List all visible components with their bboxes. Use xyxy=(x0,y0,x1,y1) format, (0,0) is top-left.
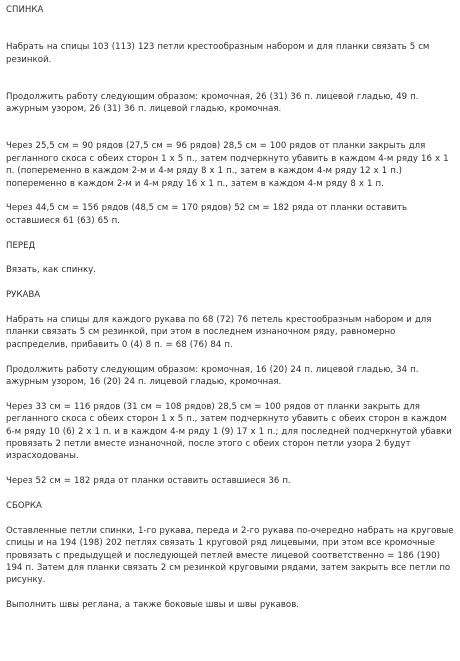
back-remaining-paragraph: Через 44,5 см = 156 рядов (48,5 см = 170 рядов) 52 см = 182 ряда от планки оставить оставшиеся 61 (63) 65 п. xyxy=(6,203,408,226)
front-heading: ПЕРЕД xyxy=(6,240,36,251)
back-heading: СПИНКА xyxy=(6,5,44,15)
sleeves-cast-on-paragraph: Набрать на спицы для каждого рукава по 68 (72) 76 петель крестообразным набором и для планки связать 5 см резинкой, при этом в последнем изнаночном ряду, равномерно распределив, прибавить 0 (4) 8 п. = 68 (76) 84 п. xyxy=(6,315,432,350)
sleeves-heading: РУКАВА xyxy=(6,290,41,301)
assembly-seams-paragraph: Выполнить швы реглана, а также боковые швы и швы рукавов. xyxy=(6,600,299,611)
front-paragraph: Вязать, как спинку. xyxy=(6,265,96,276)
sleeves-pattern-paragraph: Продолжить работу следующим образом: кромочная, 16 (20) 24 п. лицевой гладью, 34 п. ажурным узором, 16 (20) 24 п. лицевой гладью, кромочная. xyxy=(6,364,419,388)
back-pattern-paragraph: Продолжить работу следующим образом: кромочная, 26 (31) 36 п. лицевой гладью, 49 п. ажурным узором, 26 (31) 36 п. лицевой гладью, кромочная. xyxy=(6,91,419,115)
assembly-paragraph: Оставленные петли спинки, 1-го рукава, переда и 2-го рукава по-очередно набрать на круговые спицы и на 194 (198) 202 петлях связать 1 круговой ряд лицевыми, при этом все кромочные провязать с предыдущей и последующей петлей вместе лицевой соответственно = 186 (190) 194 п. Затем для планки связать 2 см резинкой круговыми рядами, затем закрыть все петли по рисунку. xyxy=(6,525,454,586)
sleeves-raglan-paragraph: Через 33 см = 116 рядов (31 см = 108 рядов) 28,5 см = 100 рядов от планки закрыть для регланного скоса с обеих сторон 1 х 5 п., затем подчеркнуто убавить с обеих сторон в каждом 6-м ряду 10 (6) 2 х 1 п. и в каждом 4-м ряду 1 (9) 17 х 1 п.; для последней подчеркнутой убавки провязать 2 петли вместе изнаночной, после этого с обеих сторон петли узора 2 будут израсходованы. xyxy=(6,401,452,462)
assembly-heading: СБОРКА xyxy=(6,501,42,512)
back-cast-on-paragraph: Набрать на спицы 103 (113) 123 петли крестообразным набором и для планки связать 5 см резинкой. xyxy=(6,42,430,65)
back-raglan-paragraph: Через 25,5 см = 90 рядов (27,5 см = 96 рядов) 28,5 см = 100 рядов от планки закрыть для регланного скоса с обеих сторон 1 х 5 п., затем подчеркнуто убавить в каждом 4-м ряду 16 х 1 п. (попеременно в каждом 2-м и 4-м ряду 8 х 1 п., затем в каждом 4-м ряду 12 х 1 п.) попеременно в каждом 2-м и 4-м ряду 16 х 1 п., затем в каждом 4-м ряду 8 х 1 п. xyxy=(6,141,449,189)
sleeves-remaining-paragraph: Через 52 см = 182 ряда от планки оставить оставшиеся 36 п. xyxy=(6,476,291,487)
